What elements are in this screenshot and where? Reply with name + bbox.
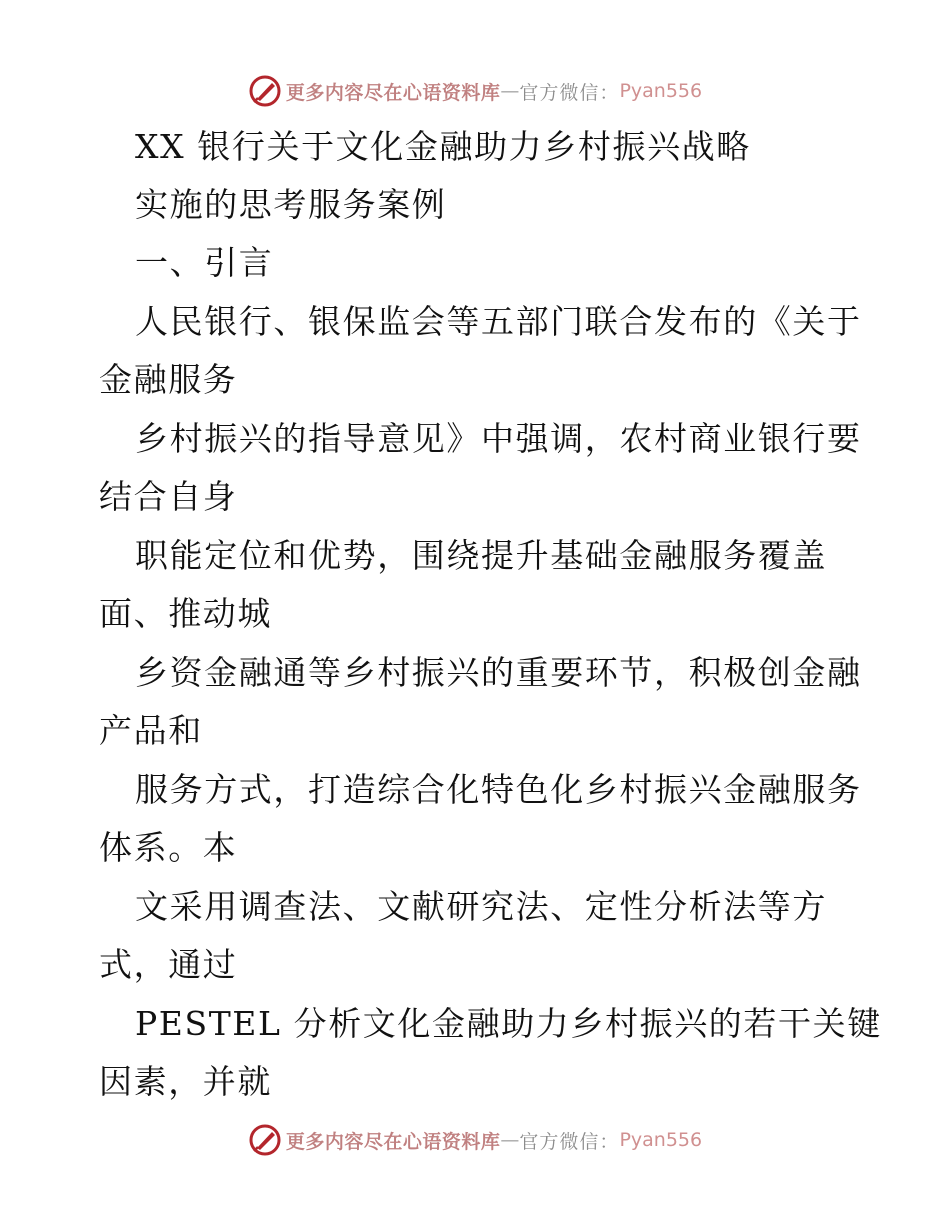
banner-wechat-label: 官方微信： xyxy=(519,1130,620,1153)
paragraph-line: 结合自身 xyxy=(99,477,238,516)
footer-banner xyxy=(0,1120,950,1160)
paragraph-line: 产品和 xyxy=(99,711,203,750)
doc-title-line-1: XX 银行关于文化金融助力乡村振兴战略 xyxy=(135,127,751,166)
banner-separator: — xyxy=(500,80,520,102)
banner-wechat-id: Pyan556 xyxy=(619,1129,703,1151)
banner-separator: — xyxy=(500,1129,520,1151)
paragraph-line: 职能定位和优势，围绕提升基础金融服务覆盖 xyxy=(135,536,827,575)
doc-title-line-2: 实施的思考服务案例 xyxy=(135,185,447,224)
paragraph-line: PESTEL 分析文化金融助力乡村振兴的若干关键 xyxy=(135,1004,882,1043)
section-heading: 一、引言 xyxy=(135,243,274,282)
paragraph-line: 文采用调查法、文献研究法、定性分析法等方 xyxy=(135,887,827,926)
paragraph-line: 式，通过 xyxy=(99,945,238,984)
paragraph-line: 体系。本 xyxy=(99,828,238,867)
paragraph-line: 面、推动城 xyxy=(99,594,272,633)
paragraph-line: 乡村振兴的指导意见》中强调，农村商业银行要 xyxy=(135,419,862,458)
banner-wechat-id: Pyan556 xyxy=(619,80,703,102)
paragraph-line: 人民银行、银保监会等五部门联合发布的《关于 xyxy=(135,302,862,341)
banner-text: 更多内容尽在心语资料库 xyxy=(285,81,501,104)
paragraph-line: 金融服务 xyxy=(99,360,238,399)
header-banner xyxy=(0,71,950,111)
paragraph-line: 乡资金融通等乡村振兴的重要环节，积极创金融 xyxy=(135,653,862,692)
quill-pen-logo-icon xyxy=(248,74,282,108)
banner-wechat-label: 官方微信： xyxy=(519,81,620,104)
banner-text: 更多内容尽在心语资料库 xyxy=(285,1130,501,1153)
paragraph-line: 因素，并就 xyxy=(99,1062,272,1101)
paragraph-line: 服务方式，打造综合化特色化乡村振兴金融服务 xyxy=(135,770,862,809)
quill-pen-logo-icon xyxy=(248,1123,282,1157)
